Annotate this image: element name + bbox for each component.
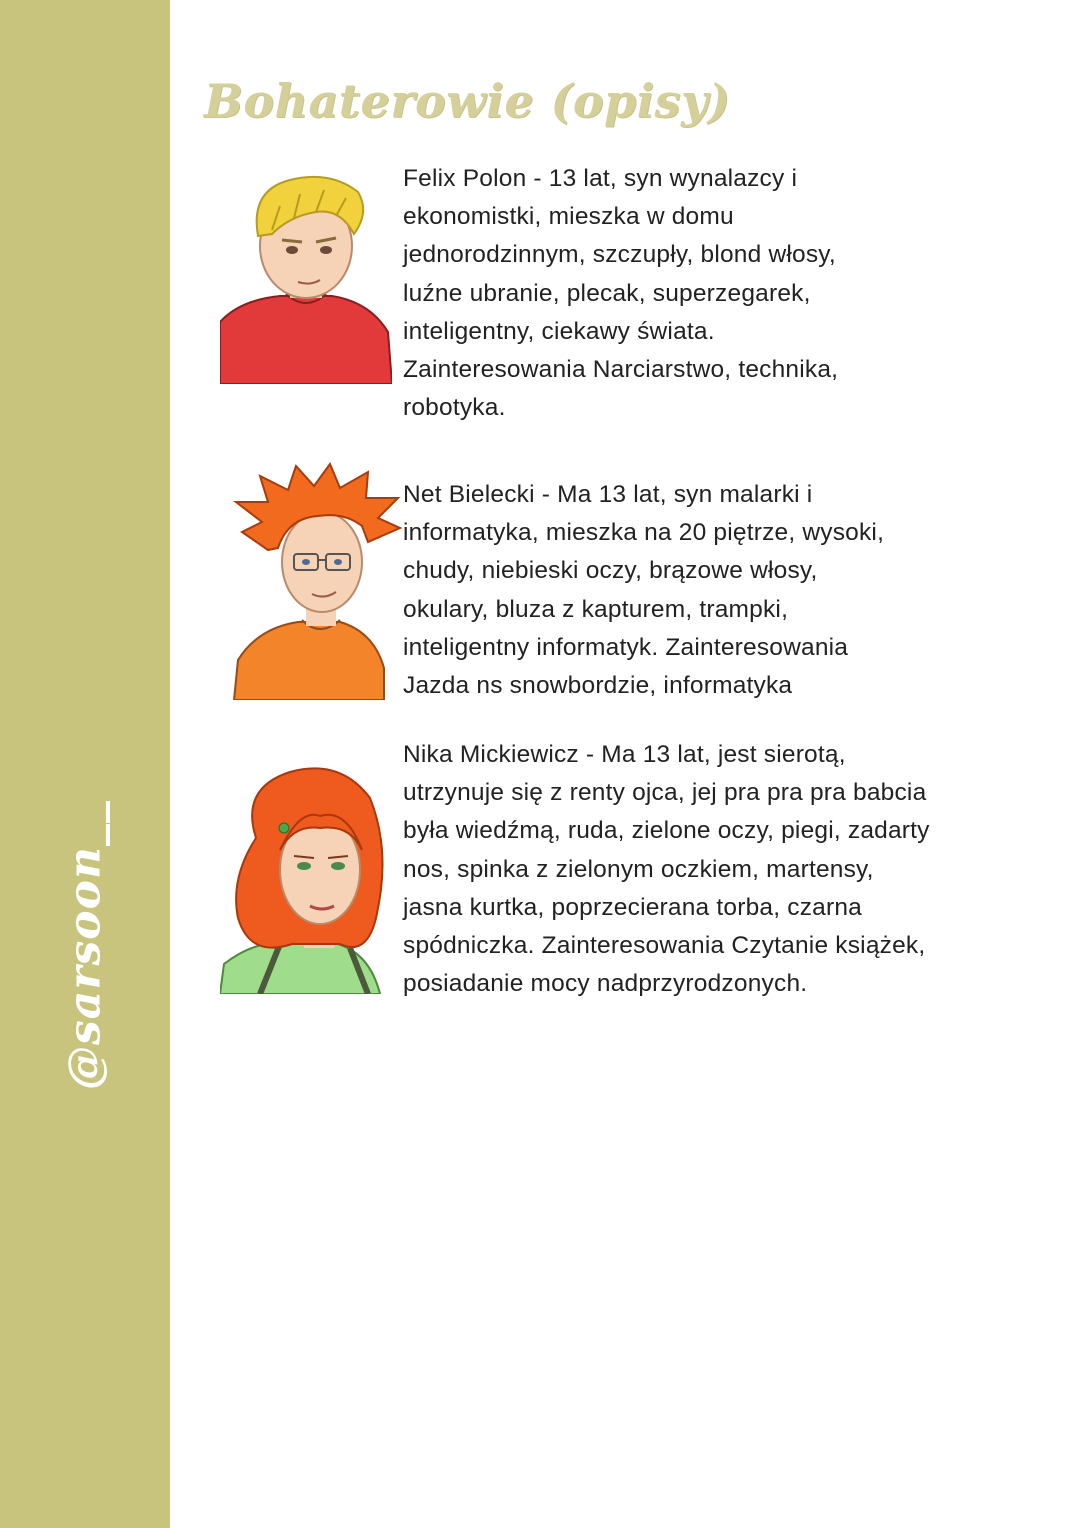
sidebar: [0, 0, 170, 1528]
net-description: [403, 476, 1043, 705]
text-line: inteligentny, ciekawy świata.: [403, 317, 715, 345]
text-line: okulary, bluza z kapturem, trampki,: [403, 595, 789, 623]
net-portrait: [228, 462, 404, 700]
page-title: Bohaterowie (opisy): [204, 74, 731, 128]
text-line: jasna kurtka, poprzecierana torba, czarna: [403, 893, 862, 921]
text-line: robotyka.: [403, 394, 506, 422]
text-line: ekonomistki, mieszka w domu: [403, 203, 734, 231]
text-line: nos, spinka z zielonym oczkiem, martensy,: [403, 855, 874, 883]
text-line: posiadanie mocy nadprzyrodzonych.: [403, 970, 808, 998]
felix-description: [403, 160, 1043, 427]
text-line: Zainteresowania Narciarstwo, technika,: [403, 356, 839, 384]
text-line: chudy, niebieski oczy, brązowe włosy,: [403, 557, 818, 585]
author-watermark: @sarsoon__: [59, 800, 111, 1090]
text-line: Net Bielecki - Ma 13 lat, syn malarki i: [403, 481, 813, 508]
text-line: inteligentny informatyk. Zainteresowania: [403, 633, 849, 661]
text-line: informatyka, mieszka na 20 piętrze, wysoki,: [403, 519, 885, 547]
felix-portrait: [220, 172, 392, 384]
text-line: jednorodzinnym, szczupły, blond włosy,: [403, 241, 836, 269]
text-line: Felix Polon - 13 lat, syn wynalazcy i: [403, 165, 798, 192]
nika-portrait: [220, 758, 392, 994]
nika-description: [403, 736, 1043, 1003]
text-line: Jazda ns snowbordzie, informatyka: [403, 672, 793, 700]
text-line: luźne ubranie, plecak, superzegarek,: [403, 279, 811, 307]
text-line: spódniczka. Zainteresowania Czytanie książek,: [403, 932, 926, 960]
text-line: Nika Mickiewicz - Ma 13 lat, jest sierotą,: [403, 741, 846, 768]
text-line: była wiedźmą, ruda, zielone oczy, piegi, zadarty: [403, 817, 930, 845]
text-line: utrzynuje się z renty ojca, jej pra pra pra babcia: [403, 779, 927, 807]
